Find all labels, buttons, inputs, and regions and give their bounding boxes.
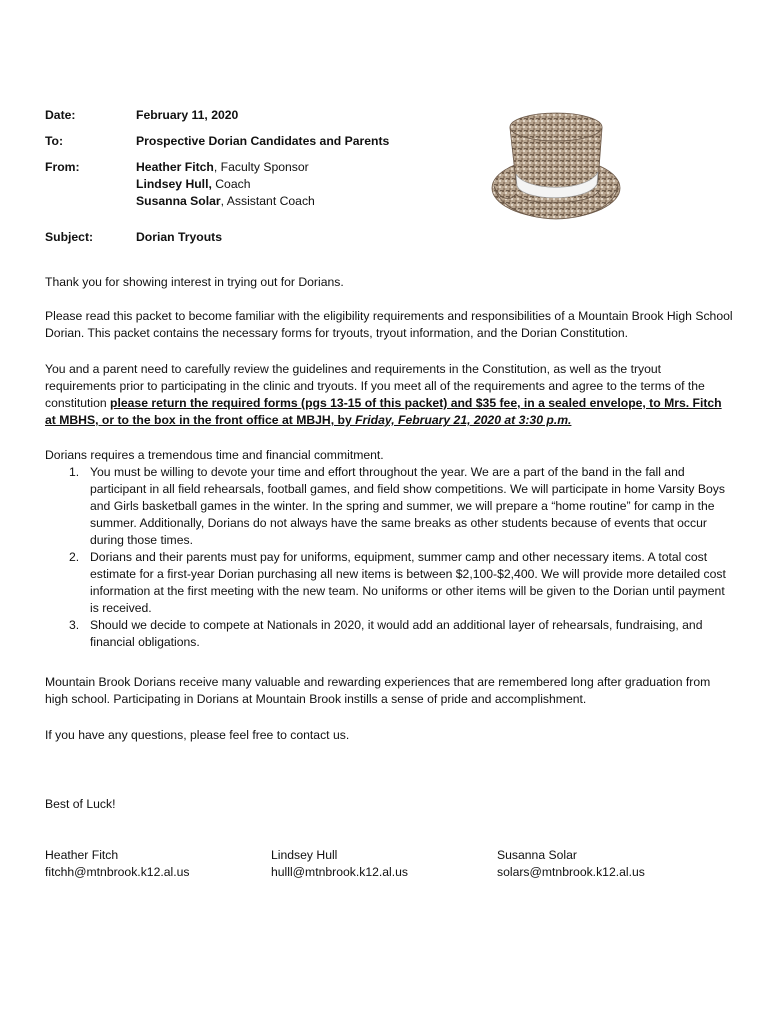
signature-block [497,847,717,881]
signature-email[interactable]: hulll@mtnbrook.k12.al.us [271,865,409,879]
signature-name: Heather Fitch [45,848,119,862]
return-instructions: please return the required forms (pgs 13-15 of this packet) and $35 fee, in a sealed envelope, to Mrs. Fitch at MBHS, or to the box in the front office at MBJH, by Friday, February 21, 2020 at 3:30 p.m. [45,396,722,427]
from-label: From: [45,160,80,174]
from-list [136,159,436,210]
deadline: Friday, February 21, 2020 at 3:30 p.m. [355,413,572,427]
signature-block [271,847,491,881]
to-label: To: [45,134,64,148]
subject-value: Dorian Tryouts [136,230,223,244]
top-hat-icon [490,100,622,222]
list-item: 1. You must be willing to devote your time and effort throughout the year. We are a part of the band in the fall and participant in all field rehearsals, football games, and field show competitions. We will participate in home Varsity Boys and Girls basketball games in the winter. In the spring and summer, we will prepare a “home routine” for camp in the summer. Additionally, Dorians do not always have the same breaks as other students because of events that occur during those times. [69,465,725,547]
intro-paragraph: Thank you for showing interest in trying out for Dorians. [45,275,344,289]
list-item: 2. Dorians and their parents must pay for uniforms, equipment, summer camp and other necessary items. A total cost estimate for a first-year Dorian purchasing all new items is between $2,100-$2,400. We will provide more detailed cost information at the first meeting with the new team. No uniforms or other items will be given to the Dorian until payment is received. [69,550,726,615]
date-label: Date: [45,108,76,122]
list-item: 3. Should we decide to compete at Nationals in 2020, it would add an additional layer of rehearsals, fundraising, and financial obligations. [69,618,703,649]
from-item: Heather Fitch, Faculty Sponsor [136,160,309,174]
signature-email[interactable]: solars@mtnbrook.k12.al.us [497,865,645,879]
packet-paragraph: Please read this packet to become familiar with the eligibility requirements and responsibilities of a Mountain Brook High School Dorian. This packet contains the necessary forms for tryouts, tryout information, and the Dorian Constitution. [45,309,733,340]
signature-email[interactable]: fitchh@mtnbrook.k12.al.us [45,865,190,879]
date-value: February 11, 2020 [136,108,239,122]
instructions-paragraph: You and a parent need to carefully review the guidelines and requirements in the Constitution, as well as the tryout requirements prior to participating in the clinic and tryouts. If you meet all of the requirements and agree to the terms of the constitution please return the required forms (pgs 13-15 of this packet) and $35 fee, in a sealed envelope, to Mrs. Fitch at MBHS, or to the box in the front office at MBJH, by Friday, February 21, 2020 at 3:30 p.m. [45,362,722,427]
signature-block [45,847,265,881]
from-item: Lindsey Hull, Coach [136,177,251,191]
from-item: Susanna Solar, Assistant Coach [136,194,315,208]
contact-paragraph: If you have any questions, please feel free to contact us. [45,728,350,742]
signature-name: Lindsey Hull [271,848,338,862]
to-value: Prospective Dorian Candidates and Parents [136,134,390,148]
requirements-list [45,464,735,651]
signature-name: Susanna Solar [497,848,577,862]
closing: Best of Luck! [45,797,116,811]
commitment-intro: Dorians requires a tremendous time and financial commitment. [45,448,384,462]
experiences-paragraph: Mountain Brook Dorians receive many valuable and rewarding experiences that are remembered long after graduation from high school. Participating in Dorians at Mountain Brook instills a sense of pride and accomplishment. [45,675,711,706]
subject-label: Subject: [45,230,94,244]
